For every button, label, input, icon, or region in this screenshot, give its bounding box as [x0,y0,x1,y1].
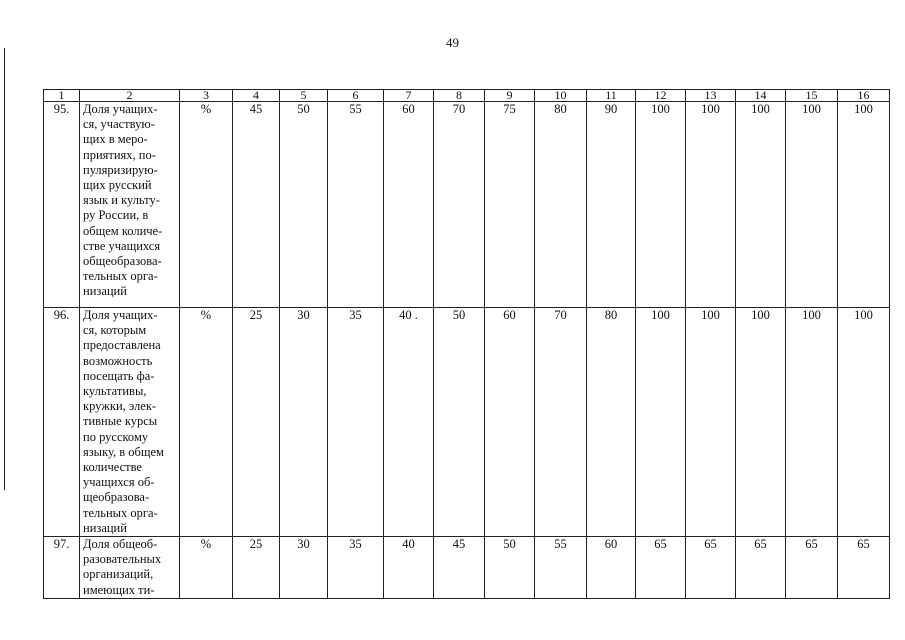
value-cell: 100 [736,308,786,537]
value-cell: 55 [535,537,587,599]
value-cell: 100 [838,308,890,537]
indicator-description: Доля общеоб- разовательных организаций, имеющих ти- [80,537,180,599]
value-cell: 65 [786,537,838,599]
margin-line [4,48,5,490]
value-cell: 45 [434,537,485,599]
column-header: 5 [280,90,328,102]
column-header: 3 [180,90,233,102]
value-cell: 65 [736,537,786,599]
value-cell: 80 [535,102,587,308]
header-row [44,90,890,102]
value-cell: 65 [686,537,736,599]
value-cell: 100 [838,102,890,308]
value-cell: 55 [328,102,384,308]
page-number: 49 [446,35,459,50]
value-cell: 65 [636,537,686,599]
value-cell: 60 [384,102,434,308]
column-header: 12 [636,90,686,102]
column-header: 6 [328,90,384,102]
column-header: 4 [233,90,280,102]
unit-cell: % [180,308,233,537]
value-cell: 45 [233,102,280,308]
value-cell: 30 [280,308,328,537]
column-header: 8 [434,90,485,102]
value-cell: 100 [636,102,686,308]
value-cell: 60 [587,537,636,599]
value-cell: 100 [636,308,686,537]
row-number: 95. [44,102,80,308]
value-cell: 75 [485,102,535,308]
column-header: 1 [44,90,80,102]
value-cell: 25 [233,537,280,599]
column-header: 9 [485,90,535,102]
value-cell: 65 [838,537,890,599]
unit-cell: % [180,102,233,308]
value-cell: 50 [485,537,535,599]
value-cell: 70 [434,102,485,308]
column-header: 14 [736,90,786,102]
unit-cell: % [180,537,233,599]
column-header: 7 [384,90,434,102]
value-cell: 70 [535,308,587,537]
indicator-description: Доля учащих- ся, участвую- щих в меро- приятиях, по- пуляризирую- щих русский язык и культу- ру России, в общем количе- стве учащихся общеобразова- тельных орга- низаций [80,102,180,308]
column-header: 2 [80,90,180,102]
value-cell: 100 [736,102,786,308]
value-cell: 30 [280,537,328,599]
value-cell: 100 [786,308,838,537]
value-cell: 40 [384,537,434,599]
value-cell: 100 [686,308,736,537]
table-row [44,308,890,537]
value-cell: 50 [280,102,328,308]
value-cell: 60 [485,308,535,537]
row-number: 96. [44,308,80,537]
indicator-table [43,89,890,599]
table-row [44,102,890,308]
value-cell: 50 [434,308,485,537]
column-header: 10 [535,90,587,102]
indicator-description: Доля учащих- ся, которым предоставлена возможность посещать фа- культативы, кружки, элек- тивные курсы по русскому языку, в общем количестве учащихся об- щеобразова- тельных орга- низаций [80,308,180,537]
value-cell: 35 [328,308,384,537]
value-cell: 40 . [384,308,434,537]
column-header: 13 [686,90,736,102]
table-row [44,537,890,599]
value-cell: 80 [587,308,636,537]
value-cell: 100 [786,102,838,308]
value-cell: 25 [233,308,280,537]
column-header: 15 [786,90,838,102]
value-cell: 90 [587,102,636,308]
column-header: 11 [587,90,636,102]
column-header: 16 [838,90,890,102]
row-number: 97. [44,537,80,599]
value-cell: 100 [686,102,736,308]
value-cell: 35 [328,537,384,599]
